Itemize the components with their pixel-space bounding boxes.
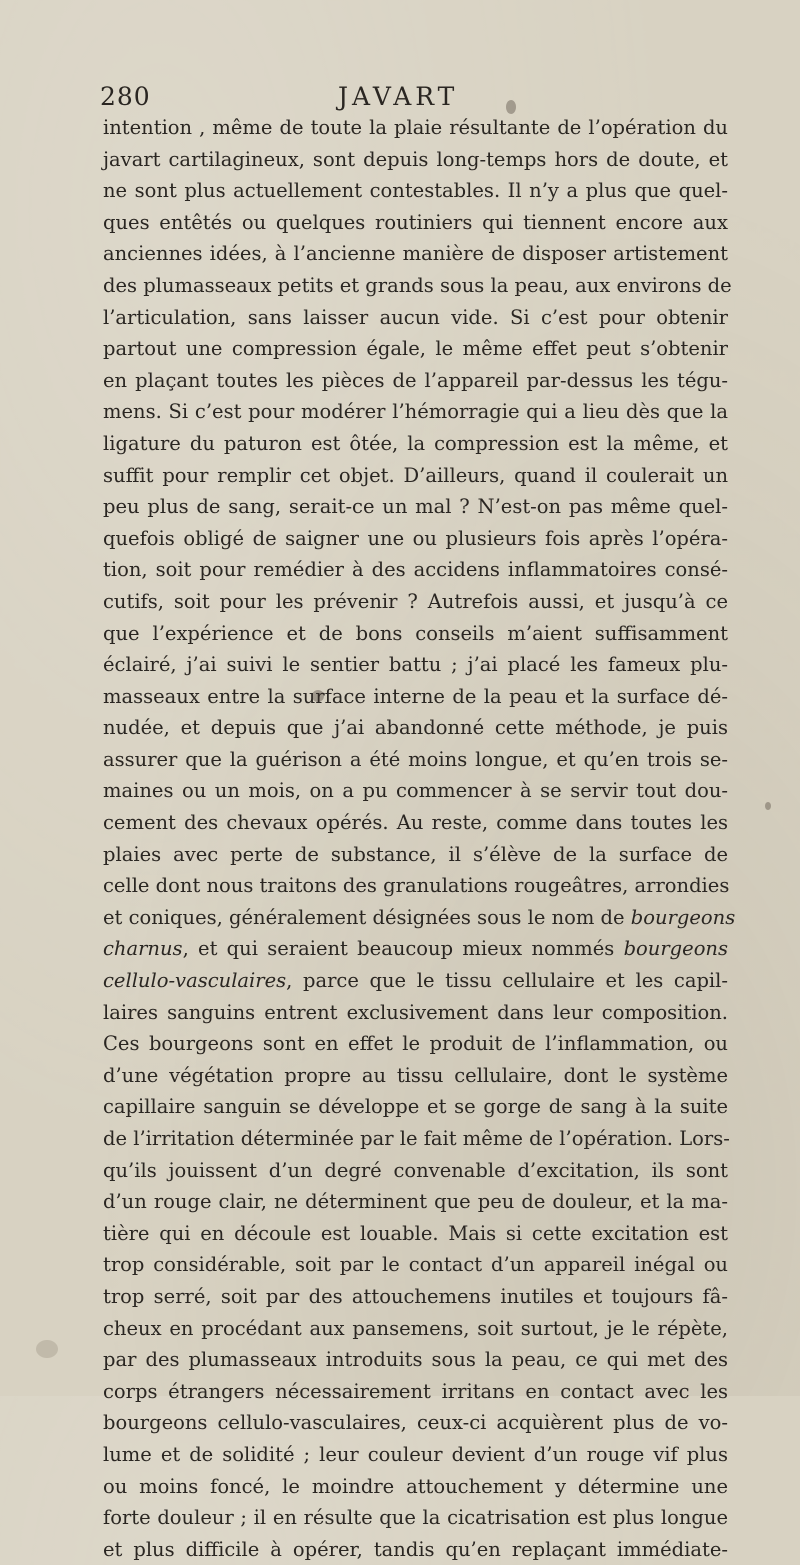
- text-segment: laires sanguins entrent exclusivement dans leur composition.: [103, 1000, 728, 1024]
- text-line: [103, 649, 728, 681]
- running-head: JAVART: [338, 82, 459, 111]
- text-segment: de l’irritation déterminée par le fait même de l’opération. Lors-: [103, 1127, 730, 1150]
- text-line: [103, 428, 728, 460]
- text-line: [103, 1344, 728, 1376]
- text-segment: ne sont plus actuellement contestables. Il n’y a plus que quel-: [103, 179, 728, 203]
- text-segment: d’une végétation propre au tissu cellulaire, dont le système: [103, 1063, 728, 1087]
- text-segment: cheux en procédant aux pansemens, soit surtout, je le répète,: [103, 1316, 728, 1340]
- text-line: [103, 1155, 728, 1187]
- paper-speck: [506, 100, 516, 114]
- text-line: [103, 586, 728, 618]
- text-line: [103, 460, 728, 492]
- text-segment: Ces bourgeons sont en effet le produit de l’inflammation, ou: [103, 1032, 728, 1056]
- text-line: [103, 1471, 728, 1503]
- page-number: 280: [100, 82, 151, 111]
- italic-text: charnus: [103, 937, 183, 961]
- text-line: [103, 1502, 728, 1534]
- text-line: [103, 1028, 728, 1060]
- text-line: [103, 1218, 728, 1250]
- text-segment: ligature du paturon est ôtée, la compression est la même, et: [103, 431, 728, 455]
- text-line: [103, 775, 728, 807]
- paper-speck: [312, 690, 324, 702]
- text-segment: capillaire sanguin se développe et se gorge de sang à la suite: [103, 1095, 728, 1119]
- text-segment: peu plus de sang, serait-ce un mal ? N’est-on pas même quel-: [103, 495, 728, 519]
- text-line: [103, 1249, 728, 1281]
- page-header: [100, 82, 680, 116]
- text-segment: trop considérable, soit par le contact d’un appareil inégal ou: [103, 1253, 728, 1277]
- text-segment: assurer que la guérison a été moins longue, et qu’en trois se-: [103, 747, 728, 771]
- text-segment: quefois obligé de saigner une ou plusieurs fois après l’opéra-: [103, 526, 728, 550]
- text-line: [103, 1186, 728, 1218]
- text-segment: celle dont nous traitons des granulations rougeâtres, arrondies: [103, 874, 730, 898]
- text-line: [103, 839, 728, 871]
- text-line: [103, 523, 728, 555]
- text-line: [103, 396, 728, 428]
- text-segment: javart cartilagineux, sont depuis long-temps hors de doute, et: [103, 147, 728, 171]
- text-segment: cutifs, soit pour les prévenir ? Autrefois aussi, et jusqu’à ce: [103, 589, 728, 613]
- text-segment: bourgeons cellulo-vasculaires, ceux-ci acquièrent plus de vo-: [103, 1411, 728, 1435]
- text-segment: corps étrangers nécessairement irritans en contact avec les: [103, 1379, 728, 1403]
- text-segment: forte douleur ; il en résulte que la cicatrisation est plus longue: [103, 1506, 728, 1530]
- text-line: [103, 1439, 728, 1471]
- text-line: [103, 270, 732, 302]
- text-segment: par des plumasseaux introduits sous la peau, ce qui met des: [103, 1348, 728, 1372]
- text-line: [103, 365, 728, 397]
- text-line: [103, 997, 728, 1029]
- text-segment: l’articulation, sans laisser aucun vide. Si c’est pour obtenir: [103, 305, 728, 329]
- text-segment: , et qui seraient beaucoup mieux nommés: [182, 937, 624, 961]
- text-segment: maines ou un mois, on a pu commencer à se servir tout dou-: [103, 779, 728, 803]
- text-line: [103, 807, 728, 839]
- text-line: [103, 1281, 728, 1313]
- text-line: [103, 144, 728, 176]
- text-line: [103, 207, 728, 239]
- text-line: [103, 1313, 728, 1345]
- text-line: [103, 175, 728, 207]
- text-line: [103, 112, 728, 144]
- text-line: [103, 1376, 728, 1408]
- italic-text: bourgeons: [630, 905, 736, 929]
- text-segment: en plaçant toutes les pièces de l’appareil par-dessus les tégu-: [103, 368, 728, 392]
- text-segment: et plus difficile à opérer, tandis qu’en replaçant immédiate-: [103, 1537, 728, 1561]
- text-segment: partout une compression égale, le même effet peut s’obtenir: [103, 337, 728, 361]
- text-segment: cement des chevaux opérés. Au reste, comme dans toutes les: [103, 811, 728, 835]
- text-line: [103, 238, 728, 270]
- text-segment: , parce que le tissu cellulaire et les capil-: [286, 969, 728, 993]
- text-line: [103, 333, 728, 365]
- text-segment: lume et de solidité ; leur couleur devient d’un rouge vif plus: [103, 1442, 728, 1466]
- text-line: [103, 618, 728, 650]
- italic-text: cellulo-vasculaires: [103, 969, 287, 993]
- text-segment: éclairé, j’ai suivi le sentier battu ; j’ai placé les fameux plu-: [103, 653, 728, 677]
- text-line: [103, 933, 728, 965]
- text-segment: plaies avec perte de substance, il s’élève de la surface de: [103, 842, 728, 866]
- text-line: [103, 965, 728, 997]
- text-segment: mens. Si c’est pour modérer l’hémorragie qui a lieu dès que la: [103, 400, 728, 424]
- text-line: [103, 491, 728, 523]
- text-segment: tion, soit pour remédier à des accidens inflammatoires consé-: [103, 558, 728, 582]
- text-line: [103, 1123, 728, 1155]
- paper-speck: [36, 1340, 58, 1358]
- text-line: [103, 870, 728, 902]
- text-line: [103, 681, 728, 713]
- text-line: [103, 744, 728, 776]
- text-segment: qu’ils jouissent d’un degré convenable d’excitation, ils sont: [103, 1158, 728, 1182]
- text-segment: des plumasseaux petits et grands sous la peau, aux environs de: [103, 273, 732, 297]
- text-line: [103, 1091, 728, 1123]
- text-line: [103, 1060, 728, 1092]
- text-segment: anciennes idées, à l’ancienne manière de disposer artistement: [103, 242, 728, 266]
- text-line: [103, 554, 728, 586]
- text-line: [103, 712, 728, 744]
- text-segment: que l’expérience et de bons conseils m’aient suffisamment: [103, 621, 728, 645]
- text-segment: ques entêtés ou quelques routiniers qui tiennent encore aux: [103, 210, 728, 234]
- text-segment: ou moins foncé, le moindre attouchement y détermine une: [103, 1474, 728, 1498]
- text-line: [103, 902, 736, 934]
- body-text: [103, 112, 736, 1565]
- text-segment: suffit pour remplir cet objet. D’ailleurs, quand il coulerait un: [103, 463, 728, 487]
- text-line: [103, 302, 728, 334]
- text-segment: tière qui en découle est louable. Mais si cette excitation est: [103, 1221, 728, 1245]
- text-segment: trop serré, soit par des attouchemens inutiles et toujours fâ-: [103, 1284, 728, 1308]
- text-segment: nudée, et depuis que j’ai abandonné cette méthode, je puis: [103, 716, 728, 740]
- text-segment: intention , même de toute la plaie résultante de l’opération du: [103, 116, 728, 139]
- text-line: [103, 1534, 728, 1565]
- italic-text: bourgeons: [623, 937, 728, 961]
- text-segment: et coniques, généralement désignées sous le nom de: [103, 905, 631, 929]
- text-line: [103, 1407, 728, 1439]
- text-segment: masseaux entre la surface interne de la peau et la surface dé-: [103, 684, 728, 708]
- paper-speck: [765, 802, 771, 810]
- text-segment: d’un rouge clair, ne déterminent que peu de douleur, et la ma-: [103, 1190, 728, 1214]
